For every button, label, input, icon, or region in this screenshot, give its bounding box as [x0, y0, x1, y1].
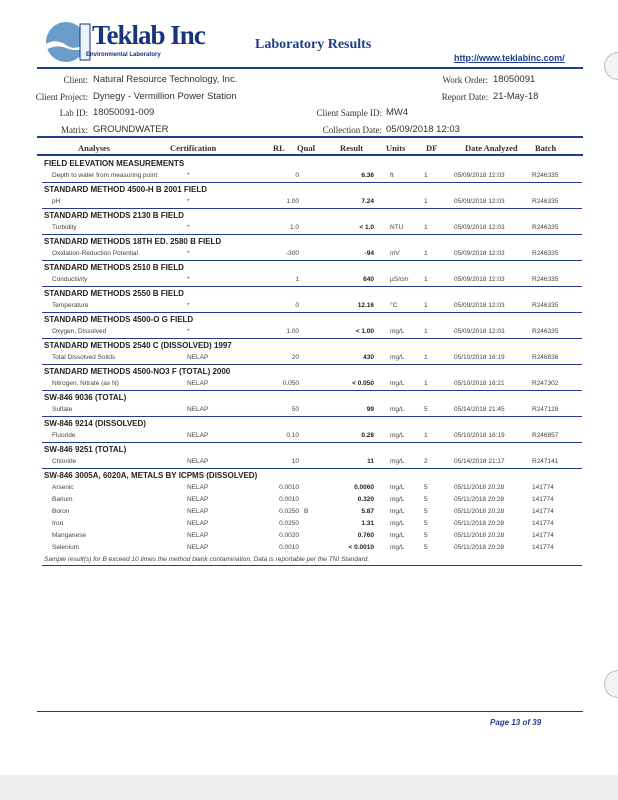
certification-cell: NELAP — [187, 458, 209, 465]
df-cell: 5 — [424, 532, 428, 539]
table-row — [42, 300, 582, 312]
col-batch: Batch — [535, 143, 557, 153]
analyte-cell: Chloride — [52, 458, 77, 465]
table-row — [42, 482, 582, 494]
rl-cell: 20 — [291, 354, 299, 361]
batch-cell: R246857 — [532, 432, 559, 439]
table-row — [42, 506, 582, 518]
df-cell: 1 — [424, 380, 428, 387]
matrix-label: Matrix: — [61, 125, 88, 135]
date-analyzed-cell: 05/10/2018 16:19 — [454, 354, 505, 361]
result-cell: 0.28 — [361, 432, 374, 439]
certification-cell: NELAP — [187, 532, 209, 539]
result-cell: 7.24 — [361, 198, 374, 205]
result-cell: 5.87 — [361, 508, 374, 515]
rl-cell: 0.0250 — [279, 520, 299, 527]
result-cell: 11 — [367, 458, 374, 465]
method-section — [42, 286, 582, 312]
date-analyzed-cell: 05/09/2018 12:03 — [454, 302, 505, 309]
result-cell: 6.36 — [361, 172, 374, 179]
df-cell: 1 — [424, 354, 428, 361]
batch-cell: 141774 — [532, 508, 554, 515]
rl-cell: 0 — [295, 302, 299, 309]
units-cell: mV — [390, 250, 400, 257]
col-df: DF — [426, 143, 438, 153]
method-section — [42, 416, 582, 442]
result-cell: -94 — [364, 250, 374, 257]
binder-tab-bottom — [604, 670, 618, 698]
result-cell: < 1.0 — [359, 224, 374, 231]
certification-cell: * — [187, 172, 190, 179]
units-cell: mg/L — [390, 484, 405, 491]
analyte-cell: Nitrogen, Nitrate (as N) — [52, 380, 119, 387]
method-section — [42, 442, 582, 468]
certification-cell: * — [187, 276, 190, 283]
date-analyzed-cell: 05/11/2018 20:28 — [454, 520, 505, 527]
certification-cell: NELAP — [187, 484, 209, 491]
batch-cell: R246335 — [532, 224, 559, 231]
units-cell: mg/L — [390, 432, 405, 439]
rl-cell: 1.00 — [286, 328, 299, 335]
method-title: SW-846 9214 (DISSOLVED) — [44, 419, 146, 428]
method-section — [42, 260, 582, 286]
batch-cell: 141774 — [532, 484, 554, 491]
result-cell: < 0.0010 — [348, 544, 374, 551]
col-rl: RL — [273, 143, 285, 153]
df-cell: 5 — [424, 520, 428, 527]
table-row — [42, 378, 582, 390]
rl-cell: 0 — [295, 172, 299, 179]
result-cell: < 0.050 — [352, 380, 374, 387]
batch-cell: R246335 — [532, 250, 559, 257]
certification-cell: NELAP — [187, 406, 209, 413]
table-row — [42, 530, 582, 542]
analyte-cell: Barium — [52, 496, 73, 503]
lab-id-value: 18050091-009 — [93, 107, 155, 118]
method-section — [42, 312, 582, 338]
batch-cell: 141774 — [532, 544, 554, 551]
analyte-cell: Oxidation-Reduction Potential — [52, 250, 138, 257]
col-qual: Qual — [297, 143, 315, 153]
certification-cell: NELAP — [187, 520, 209, 527]
df-cell: 1 — [424, 276, 428, 283]
batch-cell: R247302 — [532, 380, 559, 387]
method-title: STANDARD METHODS 2550 B FIELD — [44, 289, 184, 298]
method-title: STANDARD METHODS 4500-O G FIELD — [44, 315, 194, 324]
df-cell: 5 — [424, 406, 428, 413]
analyte-cell: pH — [52, 198, 61, 205]
col-result: Result — [340, 143, 364, 153]
col-certification: Certification — [170, 143, 217, 153]
analyte-cell: Boron — [52, 508, 70, 515]
units-cell: NTU — [390, 224, 404, 231]
units-cell: mg/L — [390, 496, 405, 503]
df-cell: 1 — [424, 302, 428, 309]
certification-cell: NELAP — [187, 544, 209, 551]
work-order-label: Work Order: — [442, 75, 488, 85]
rl-cell: 1.00 — [286, 198, 299, 205]
date-analyzed-cell: 05/09/2018 12:03 — [454, 328, 505, 335]
units-cell: mg/L — [390, 508, 405, 515]
date-analyzed-cell: 05/09/2018 12:03 — [454, 198, 505, 205]
df-cell: 2 — [424, 458, 428, 465]
result-cell: 1.31 — [361, 520, 374, 527]
certification-cell: NELAP — [187, 380, 209, 387]
date-analyzed-cell: 05/09/2018 12:03 — [454, 224, 505, 231]
column-header-rule — [37, 154, 583, 156]
analyte-cell: Total Dissolved Solids — [52, 354, 116, 361]
rl-cell: 0.0250 — [279, 508, 299, 515]
certification-cell: * — [187, 328, 190, 335]
col-analyses: Analyses — [78, 143, 111, 153]
certification-cell: * — [187, 224, 190, 231]
result-cell: 99 — [366, 406, 374, 413]
analyte-cell: Conductivity — [52, 276, 88, 283]
project-label: Client Project: — [35, 92, 88, 102]
df-cell: 5 — [424, 496, 428, 503]
date-analyzed-cell: 05/11/2018 20:28 — [454, 484, 505, 491]
sample-id-value: MW4 — [386, 107, 409, 118]
batch-cell: R246335 — [532, 198, 559, 205]
units-cell: mg/L — [390, 532, 405, 539]
qualifier-cell: B — [304, 508, 309, 515]
rl-cell: 0.0010 — [279, 496, 299, 503]
df-cell: 5 — [424, 544, 428, 551]
analyte-cell: Depth to water from measuring point — [52, 172, 158, 179]
analyte-cell: Manganese — [52, 532, 86, 539]
method-section — [42, 157, 582, 182]
sample-id-label: Client Sample ID: — [316, 108, 382, 118]
result-cell: 12.16 — [357, 302, 374, 309]
units-cell: °C — [390, 302, 398, 309]
units-cell: mg/L — [390, 328, 405, 335]
units-cell: mg/L — [390, 406, 405, 413]
table-row — [42, 274, 582, 286]
date-analyzed-cell: 05/14/2018 21:45 — [454, 406, 505, 413]
lab-id-label: Lab ID: — [59, 108, 88, 118]
client-value: Natural Resource Technology, Inc. — [93, 74, 238, 85]
scan-edge-band — [0, 775, 618, 800]
collection-date-value: 05/09/2018 12:03 — [386, 124, 460, 135]
certification-cell: NELAP — [187, 432, 209, 439]
project-value: Dynegy - Vermillion Power Station — [93, 91, 237, 102]
method-title: STANDARD METHODS 2510 B FIELD — [44, 263, 184, 272]
certification-cell: * — [187, 250, 190, 257]
result-cell: 430 — [363, 354, 374, 361]
table-row — [42, 404, 582, 416]
certification-cell: * — [187, 302, 190, 309]
df-cell: 1 — [424, 328, 428, 335]
website-link[interactable]: http://www.teklabinc.com/ — [454, 53, 565, 63]
method-section — [42, 208, 582, 234]
batch-cell: R247141 — [532, 458, 559, 465]
binder-tab-top — [604, 52, 618, 80]
date-analyzed-cell: 05/11/2018 20:28 — [454, 544, 505, 551]
units-cell: µS/cm — [390, 276, 409, 283]
method-section — [42, 468, 582, 565]
rl-cell: 0.0010 — [279, 484, 299, 491]
rl-cell: 10 — [291, 458, 299, 465]
date-analyzed-cell: 05/10/2018 16:21 — [454, 380, 505, 387]
analyte-cell: Selenium — [52, 544, 80, 551]
page-number: Page 13 of 39 — [490, 718, 542, 727]
method-section — [42, 182, 582, 208]
units-cell: mg/L — [390, 458, 405, 465]
result-cell: 640 — [363, 276, 374, 283]
table-end-rule — [42, 565, 582, 566]
units-cell: mg/L — [390, 380, 405, 387]
certification-cell: * — [187, 198, 190, 205]
date-analyzed-cell: 05/11/2018 20:28 — [454, 532, 505, 539]
method-section — [42, 338, 582, 364]
batch-cell: R246335 — [532, 276, 559, 283]
batch-cell: 141774 — [532, 520, 554, 527]
col-date: Date Analyzed — [465, 143, 518, 153]
method-title: SW-846 9036 (TOTAL) — [44, 393, 127, 402]
table-row — [42, 222, 582, 234]
date-analyzed-cell: 05/09/2018 12:03 — [454, 276, 505, 283]
rl-cell: 0.10 — [286, 432, 299, 439]
table-row — [42, 196, 582, 208]
analyte-cell: Iron — [52, 520, 64, 527]
table-row — [42, 430, 582, 442]
batch-cell: R246335 — [532, 302, 559, 309]
table-row — [42, 326, 582, 338]
logo-subtitle: Environmental Laboratory — [86, 52, 161, 58]
analyte-cell: Fluoride — [52, 432, 76, 439]
table-row — [42, 494, 582, 506]
certification-cell: NELAP — [187, 496, 209, 503]
method-title: STANDARD METHODS 2130 B FIELD — [44, 211, 184, 220]
df-cell: 5 — [424, 508, 428, 515]
analyte-cell: Turbidity — [52, 224, 77, 231]
batch-cell: R246836 — [532, 354, 559, 361]
rl-cell: 1.0 — [289, 224, 299, 231]
analyte-cell: Oxygen, Dissolved — [52, 328, 107, 335]
certification-cell: NELAP — [187, 354, 209, 361]
info-rule — [37, 136, 583, 138]
report-date-label: Report Date: — [441, 92, 488, 102]
df-cell: 1 — [424, 224, 428, 231]
units-cell: mg/L — [390, 520, 405, 527]
col-units: Units — [386, 143, 406, 153]
footnote: Sample result(s) for B exceed 10 times the method blank contamination. Data is reportable per the TNI Standard. — [44, 556, 370, 563]
client-label: Client: — [63, 75, 88, 85]
report-date-value: 21-May-18 — [493, 91, 539, 102]
batch-cell: R247128 — [532, 406, 559, 413]
rl-cell: 50 — [291, 406, 299, 413]
df-cell: 1 — [424, 198, 428, 205]
batch-cell: 141774 — [532, 532, 554, 539]
table-row — [42, 170, 582, 182]
logo-text: Teklab Inc — [92, 20, 205, 50]
result-cell: 0.0060 — [354, 484, 374, 491]
method-title: STANDARD METHODS 18TH ED. 2580 B FIELD — [44, 237, 222, 246]
rl-cell: 0.0010 — [279, 544, 299, 551]
rl-cell: -300 — [285, 250, 299, 257]
result-cell: 0.760 — [357, 532, 374, 539]
table-row — [42, 542, 582, 554]
result-cell: < 1.00 — [355, 328, 374, 335]
date-analyzed-cell: 05/09/2018 12:03 — [454, 250, 505, 257]
date-analyzed-cell: 05/14/2018 21:17 — [454, 458, 505, 465]
method-section — [42, 234, 582, 260]
method-title: SW-846 9251 (TOTAL) — [44, 445, 127, 454]
work-order-value: 18050091 — [493, 74, 536, 85]
analyte-cell: Temperature — [52, 302, 89, 309]
df-cell: 1 — [424, 172, 428, 179]
method-title: STANDARD METHODS 4500-NO3 F (TOTAL) 2000 — [44, 367, 231, 376]
date-analyzed-cell: 05/10/2018 16:19 — [454, 432, 505, 439]
method-section — [42, 390, 582, 416]
rl-cell: 0.0020 — [279, 532, 299, 539]
batch-cell: R246335 — [532, 328, 559, 335]
table-row — [42, 456, 582, 468]
df-cell: 5 — [424, 484, 428, 491]
method-title: STANDARD METHODS 2540 C (DISSOLVED) 1997 — [44, 341, 232, 350]
analyte-cell: Arsenic — [52, 484, 74, 491]
date-analyzed-cell: 05/11/2018 20:28 — [454, 496, 505, 503]
analyte-cell: Sulfate — [52, 406, 73, 413]
certification-cell: NELAP — [187, 508, 209, 515]
matrix-value: GROUNDWATER — [93, 124, 169, 135]
date-analyzed-cell: 05/11/2018 20:28 — [454, 508, 505, 515]
table-row — [42, 248, 582, 260]
header-rule — [37, 67, 583, 69]
rl-cell: 1 — [295, 276, 299, 283]
page-title: Laboratory Results — [255, 37, 372, 52]
method-title: STANDARD METHOD 4500-H B 2001 FIELD — [44, 185, 207, 194]
method-title: FIELD ELEVATION MEASUREMENTS — [44, 159, 185, 168]
table-row — [42, 352, 582, 364]
footer-rule — [37, 711, 583, 712]
units-cell: ft — [390, 172, 394, 179]
date-analyzed-cell: 05/09/2018 12:03 — [454, 172, 505, 179]
units-cell: mg/L — [390, 354, 405, 361]
table-row — [42, 518, 582, 530]
batch-cell: 141774 — [532, 496, 554, 503]
method-section — [42, 364, 582, 390]
result-cell: 0.320 — [357, 496, 374, 503]
method-title: SW-846 3005A, 6020A, METALS BY ICPMS (DISSOLVED) — [44, 471, 258, 480]
df-cell: 1 — [424, 250, 428, 257]
df-cell: 1 — [424, 432, 428, 439]
batch-cell: R246335 — [532, 172, 559, 179]
collection-date-label: Collection Date: — [322, 125, 382, 135]
units-cell: mg/L — [390, 544, 405, 551]
rl-cell: 0.050 — [282, 380, 299, 387]
results-table — [42, 157, 582, 566]
